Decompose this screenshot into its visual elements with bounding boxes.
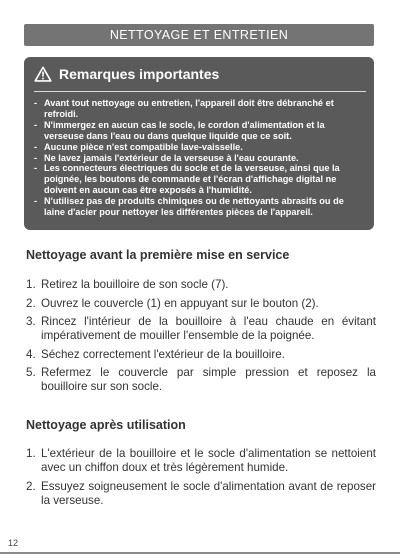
remarks-title: Remarques importantes <box>59 66 220 82</box>
footer-divider <box>0 552 400 554</box>
remark-item: - N'immergez en aucun cas le socle, le cordon d'alimentation et la verseuse dans l'eau ou dans quelque liquide que ce soit. <box>34 119 325 141</box>
important-remarks-box <box>24 57 374 230</box>
page-number: 12 <box>8 538 19 548</box>
step-item: 1. L'extérieur de la bouilloire et le socle d'alimentation se nettoient avec un chiffon doux et très légèrement humide. <box>26 447 376 474</box>
step-item: 3. Rincez l'intérieur de la bouilloire à l'eau chaude en évitant impérativement de mouiller l'ensemble de la poignée. <box>26 315 376 343</box>
remark-item: - Aucune pièce n'est compatible lave-vaisselle. <box>34 141 243 152</box>
section-after-use-title: Nettoyage après utilisation <box>26 418 186 432</box>
warning-triangle-icon <box>34 66 52 82</box>
step-item: 2. Ouvrez le couvercle (1) en appuyant sur le bouton (2). <box>26 296 319 310</box>
section-first-use-title: Nettoyage avant la première mise en service <box>26 248 290 262</box>
section-header-title: NETTOYAGE ET ENTRETIEN <box>109 28 289 42</box>
remarks-header <box>34 57 366 92</box>
first-use-steps <box>26 278 376 399</box>
remark-item: - Avant tout nettoyage ou entretien, l'appareil doit être débranché et refroidi. <box>34 98 334 119</box>
step-item: 5. Refermez le couvercle par simple pression et reposez la bouilloire sur son socle. <box>26 366 376 394</box>
section-header <box>24 24 374 46</box>
step-item: 2. Essuyez soigneusement le socle d'alimentation avant de reposer la verseuse. <box>26 479 376 507</box>
step-item: 4. Séchez correctement l'extérieur de la bouilloire. <box>26 347 285 361</box>
remark-item: - Ne lavez jamais l'extérieur de la verseuse à l'eau courante. <box>34 152 299 163</box>
remark-item: - N'utilisez pas de produits chimiques ou de nettoyants abrasifs ou de laine d'acier pour nettoyer les différentes pièces de l'appareil. <box>34 196 344 218</box>
remarks-list <box>34 98 366 218</box>
after-use-steps <box>26 447 376 512</box>
remark-item: - Les connecteurs électriques du socle et de la verseuse, ainsi que la poignée, les boutons de commande et l'écran d'affichage digital ne doivent en aucun cas être exposés à l'humidité. <box>34 163 340 196</box>
step-item: 1. Retirez la bouilloire de son socle (7). <box>26 278 229 291</box>
